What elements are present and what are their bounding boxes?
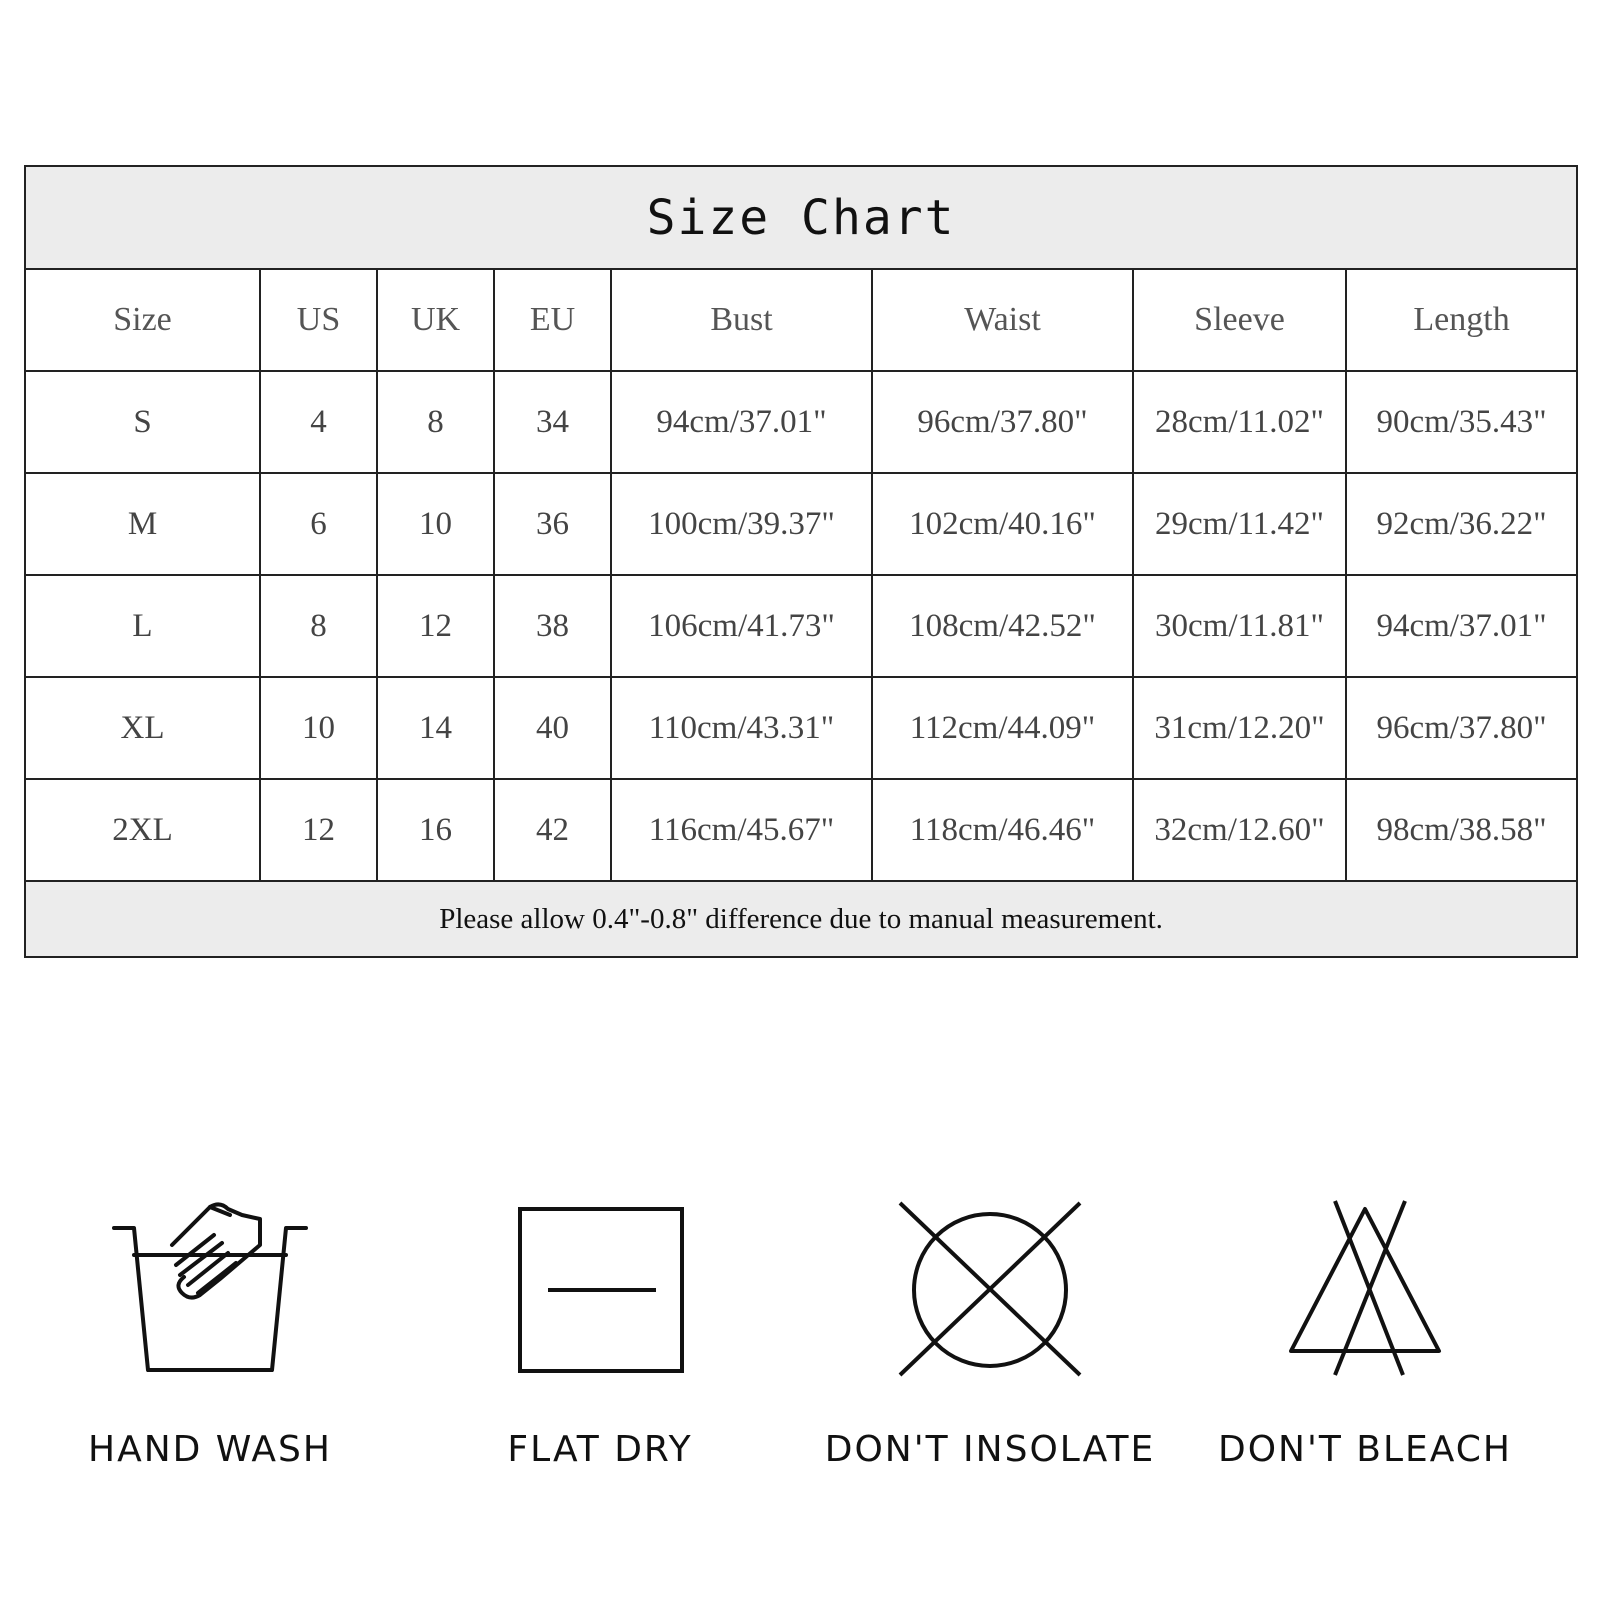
table-cell: 36 xyxy=(494,473,611,575)
column-header: US xyxy=(260,269,377,371)
table-cell: 34 xyxy=(494,371,611,473)
care-dont-bleach xyxy=(1195,1195,1535,1470)
column-header: Length xyxy=(1346,269,1577,371)
table-cell: 94cm/37.01" xyxy=(1346,575,1577,677)
care-flat-dry xyxy=(430,1195,770,1470)
dont-insolate-icon xyxy=(890,1195,1090,1385)
table-cell: 16 xyxy=(377,779,494,881)
table-cell: 10 xyxy=(260,677,377,779)
table-cell: 106cm/41.73" xyxy=(611,575,872,677)
table-cell: 90cm/35.43" xyxy=(1346,371,1577,473)
table-cell: 28cm/11.02" xyxy=(1133,371,1346,473)
table-row xyxy=(25,575,1577,677)
table-cell: 8 xyxy=(260,575,377,677)
table-row xyxy=(25,371,1577,473)
table-cell: 94cm/37.01" xyxy=(611,371,872,473)
table-cell: 38 xyxy=(494,575,611,677)
hand-wash-icon xyxy=(110,1195,310,1385)
header-row xyxy=(25,269,1577,371)
table-row xyxy=(25,779,1577,881)
table-cell: 4 xyxy=(260,371,377,473)
column-header: Sleeve xyxy=(1133,269,1346,371)
column-header: EU xyxy=(494,269,611,371)
table-cell: 40 xyxy=(494,677,611,779)
care-label: DON'T BLEACH xyxy=(1217,1429,1513,1470)
table-cell: XL xyxy=(25,677,260,779)
care-label: HAND WASH xyxy=(88,1429,332,1470)
table-cell: 96cm/37.80" xyxy=(872,371,1133,473)
size-chart-table xyxy=(24,165,1578,958)
table-cell: 29cm/11.42" xyxy=(1133,473,1346,575)
table-cell: 10 xyxy=(377,473,494,575)
table-cell: 112cm/44.09" xyxy=(872,677,1133,779)
flat-dry-icon xyxy=(500,1195,700,1385)
table-cell: 110cm/43.31" xyxy=(611,677,872,779)
column-header: Waist xyxy=(872,269,1133,371)
care-hand-wash xyxy=(40,1195,380,1470)
table-cell: 96cm/37.80" xyxy=(1346,677,1577,779)
table-cell: 102cm/40.16" xyxy=(872,473,1133,575)
column-header: Bust xyxy=(611,269,872,371)
table-cell: 108cm/42.52" xyxy=(872,575,1133,677)
table-cell: 8 xyxy=(377,371,494,473)
table-cell: 14 xyxy=(377,677,494,779)
measurement-note: Please allow 0.4"-0.8" difference due to manual measurement. xyxy=(25,881,1577,957)
table-cell: 118cm/46.46" xyxy=(872,779,1133,881)
column-header: Size xyxy=(25,269,260,371)
table-row xyxy=(25,473,1577,575)
table-cell: 31cm/12.20" xyxy=(1133,677,1346,779)
table-row xyxy=(25,677,1577,779)
care-dont-insolate xyxy=(820,1195,1160,1470)
table-cell: 12 xyxy=(377,575,494,677)
table-cell: 6 xyxy=(260,473,377,575)
table-cell: L xyxy=(25,575,260,677)
table-cell: 98cm/38.58" xyxy=(1346,779,1577,881)
table-title: Size Chart xyxy=(25,166,1577,269)
table-cell: 30cm/11.81" xyxy=(1133,575,1346,677)
table-cell: 100cm/39.37" xyxy=(611,473,872,575)
table-cell: S xyxy=(25,371,260,473)
table-cell: 12 xyxy=(260,779,377,881)
table-cell: M xyxy=(25,473,260,575)
table-cell: 116cm/45.67" xyxy=(611,779,872,881)
column-header: UK xyxy=(377,269,494,371)
table-cell: 32cm/12.60" xyxy=(1133,779,1346,881)
table-cell: 42 xyxy=(494,779,611,881)
table-cell: 92cm/36.22" xyxy=(1346,473,1577,575)
care-label: FLAT DRY xyxy=(507,1429,693,1470)
table-cell: 2XL xyxy=(25,779,260,881)
dont-bleach-icon xyxy=(1265,1195,1465,1385)
care-label: DON'T INSOLATE xyxy=(824,1429,1156,1470)
